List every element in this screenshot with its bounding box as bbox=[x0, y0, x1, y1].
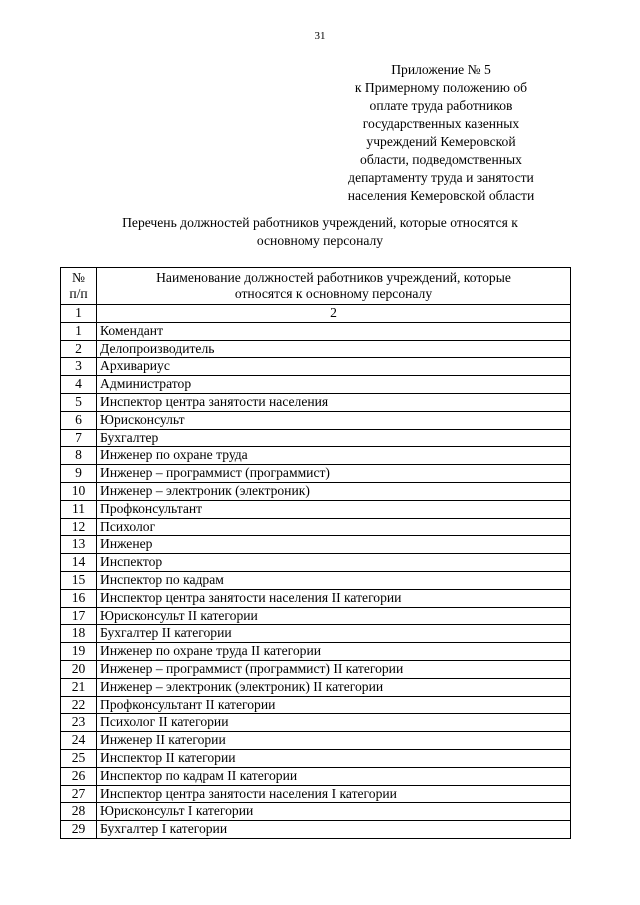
row-number-cell: 14 bbox=[61, 554, 97, 572]
position-name-cell: Бухгалтер II категории bbox=[97, 625, 571, 643]
row-number-cell: 6 bbox=[61, 411, 97, 429]
table-row bbox=[61, 714, 571, 732]
table-row bbox=[61, 322, 571, 340]
table-body bbox=[61, 322, 571, 838]
position-name-cell: Юрисконсульт II категории bbox=[97, 607, 571, 625]
header-number-line: № bbox=[72, 270, 85, 285]
row-number-cell: 1 bbox=[61, 322, 97, 340]
header-number-line: п/п bbox=[69, 286, 88, 301]
position-name-cell: Бухгалтер I категории bbox=[97, 821, 571, 839]
appendix-line: департаменту труда и занятости bbox=[348, 170, 534, 185]
row-number-cell: 13 bbox=[61, 536, 97, 554]
position-name-cell: Администратор bbox=[97, 376, 571, 394]
position-name-cell: Инспектор bbox=[97, 554, 571, 572]
row-number-cell: 17 bbox=[61, 607, 97, 625]
position-name-cell: Инженер – электроник (электроник) bbox=[97, 482, 571, 500]
row-number-cell: 23 bbox=[61, 714, 97, 732]
column-number-cell: 1 bbox=[61, 305, 97, 323]
position-name-cell: Инженер по охране труда bbox=[97, 447, 571, 465]
row-number-cell: 20 bbox=[61, 660, 97, 678]
position-name-cell: Психолог II категории bbox=[97, 714, 571, 732]
row-number-cell: 15 bbox=[61, 571, 97, 589]
row-number-cell: 16 bbox=[61, 589, 97, 607]
row-number-cell: 5 bbox=[61, 393, 97, 411]
row-number-cell: 24 bbox=[61, 732, 97, 750]
row-number-cell: 29 bbox=[61, 821, 97, 839]
appendix-line: к Примерному положению об bbox=[354, 80, 528, 95]
table-row bbox=[61, 589, 571, 607]
row-number-cell: 2 bbox=[61, 340, 97, 358]
table-row bbox=[61, 465, 571, 483]
column-number-cell: 2 bbox=[97, 305, 571, 323]
table-row bbox=[61, 411, 571, 429]
position-name-cell: Профконсультант II категории bbox=[97, 696, 571, 714]
position-name-cell: Делопроизводитель bbox=[97, 340, 571, 358]
position-name-cell: Инженер – программист (программист) bbox=[97, 465, 571, 483]
position-name-cell: Инженер – программист (программист) II категории bbox=[97, 660, 571, 678]
position-name-cell: Инженер по охране труда II категории bbox=[97, 643, 571, 661]
positions-table bbox=[60, 267, 571, 839]
position-name-cell: Инспектор II категории bbox=[97, 749, 571, 767]
table-row bbox=[61, 447, 571, 465]
table-row bbox=[61, 500, 571, 518]
row-number-cell: 8 bbox=[61, 447, 97, 465]
row-number-cell: 4 bbox=[61, 376, 97, 394]
header-number-cell bbox=[61, 268, 97, 305]
position-name-cell: Архивариус bbox=[97, 358, 571, 376]
row-number-cell: 7 bbox=[61, 429, 97, 447]
row-number-cell: 3 bbox=[61, 358, 97, 376]
page-number: 31 bbox=[314, 30, 326, 42]
position-name-cell: Инженер bbox=[97, 536, 571, 554]
position-name-cell: Юрисконсульт I категории bbox=[97, 803, 571, 821]
header-name-line: Наименование должностей работников учреждений, которые bbox=[156, 270, 511, 285]
row-number-cell: 25 bbox=[61, 749, 97, 767]
position-name-cell: Инспектор центра занятости населения bbox=[97, 393, 571, 411]
table-row bbox=[61, 607, 571, 625]
table-row bbox=[61, 482, 571, 500]
table-row bbox=[61, 732, 571, 750]
row-number-cell: 19 bbox=[61, 643, 97, 661]
table-header-row bbox=[61, 268, 571, 305]
document-title-line: основному персоналу bbox=[256, 233, 384, 248]
header-name-cell bbox=[97, 268, 571, 305]
appendix-line: государственных казенных bbox=[362, 116, 520, 131]
table-row bbox=[61, 340, 571, 358]
table-row bbox=[61, 749, 571, 767]
position-name-cell: Бухгалтер bbox=[97, 429, 571, 447]
row-number-cell: 11 bbox=[61, 500, 97, 518]
row-number-cell: 22 bbox=[61, 696, 97, 714]
position-name-cell: Инспектор центра занятости населения I категории bbox=[97, 785, 571, 803]
table-row bbox=[61, 393, 571, 411]
appendix-line: учреждений Кемеровской bbox=[366, 134, 516, 149]
table-row bbox=[61, 696, 571, 714]
table-row bbox=[61, 660, 571, 678]
row-number-cell: 18 bbox=[61, 625, 97, 643]
header-name-line: относятся к основному персоналу bbox=[234, 286, 433, 301]
position-name-cell: Профконсультант bbox=[97, 500, 571, 518]
table-row bbox=[61, 358, 571, 376]
row-number-cell: 26 bbox=[61, 767, 97, 785]
table-row bbox=[61, 678, 571, 696]
row-number-cell: 27 bbox=[61, 785, 97, 803]
table-row bbox=[61, 785, 571, 803]
position-name-cell: Инспектор по кадрам II категории bbox=[97, 767, 571, 785]
table-row bbox=[61, 554, 571, 572]
position-name-cell: Комендант bbox=[97, 322, 571, 340]
appendix-line: области, подведомственных bbox=[360, 152, 522, 167]
document-title bbox=[60, 214, 580, 250]
appendix-header bbox=[328, 61, 554, 205]
appendix-line: оплате труда работников bbox=[369, 98, 513, 113]
document-title-line: Перечень должностей работников учреждений, которые относятся к bbox=[122, 215, 518, 230]
table-row bbox=[61, 767, 571, 785]
table-row bbox=[61, 571, 571, 589]
table-row bbox=[61, 643, 571, 661]
position-name-cell: Юрисконсульт bbox=[97, 411, 571, 429]
table-row bbox=[61, 821, 571, 839]
row-number-cell: 12 bbox=[61, 518, 97, 536]
position-name-cell: Инспектор по кадрам bbox=[97, 571, 571, 589]
row-number-cell: 9 bbox=[61, 465, 97, 483]
position-name-cell: Инженер – электроник (электроник) II категории bbox=[97, 678, 571, 696]
table-row bbox=[61, 803, 571, 821]
appendix-line: Приложение № 5 bbox=[391, 62, 491, 77]
table-row bbox=[61, 429, 571, 447]
position-name-cell: Психолог bbox=[97, 518, 571, 536]
row-number-cell: 28 bbox=[61, 803, 97, 821]
position-name-cell: Инженер II категории bbox=[97, 732, 571, 750]
table-row bbox=[61, 625, 571, 643]
position-name-cell: Инспектор центра занятости населения II категории bbox=[97, 589, 571, 607]
row-number-cell: 21 bbox=[61, 678, 97, 696]
table-row bbox=[61, 376, 571, 394]
table-row bbox=[61, 536, 571, 554]
appendix-line: населения Кемеровской области bbox=[347, 188, 535, 203]
table-row bbox=[61, 518, 571, 536]
row-number-cell: 10 bbox=[61, 482, 97, 500]
column-number-row bbox=[61, 305, 571, 323]
